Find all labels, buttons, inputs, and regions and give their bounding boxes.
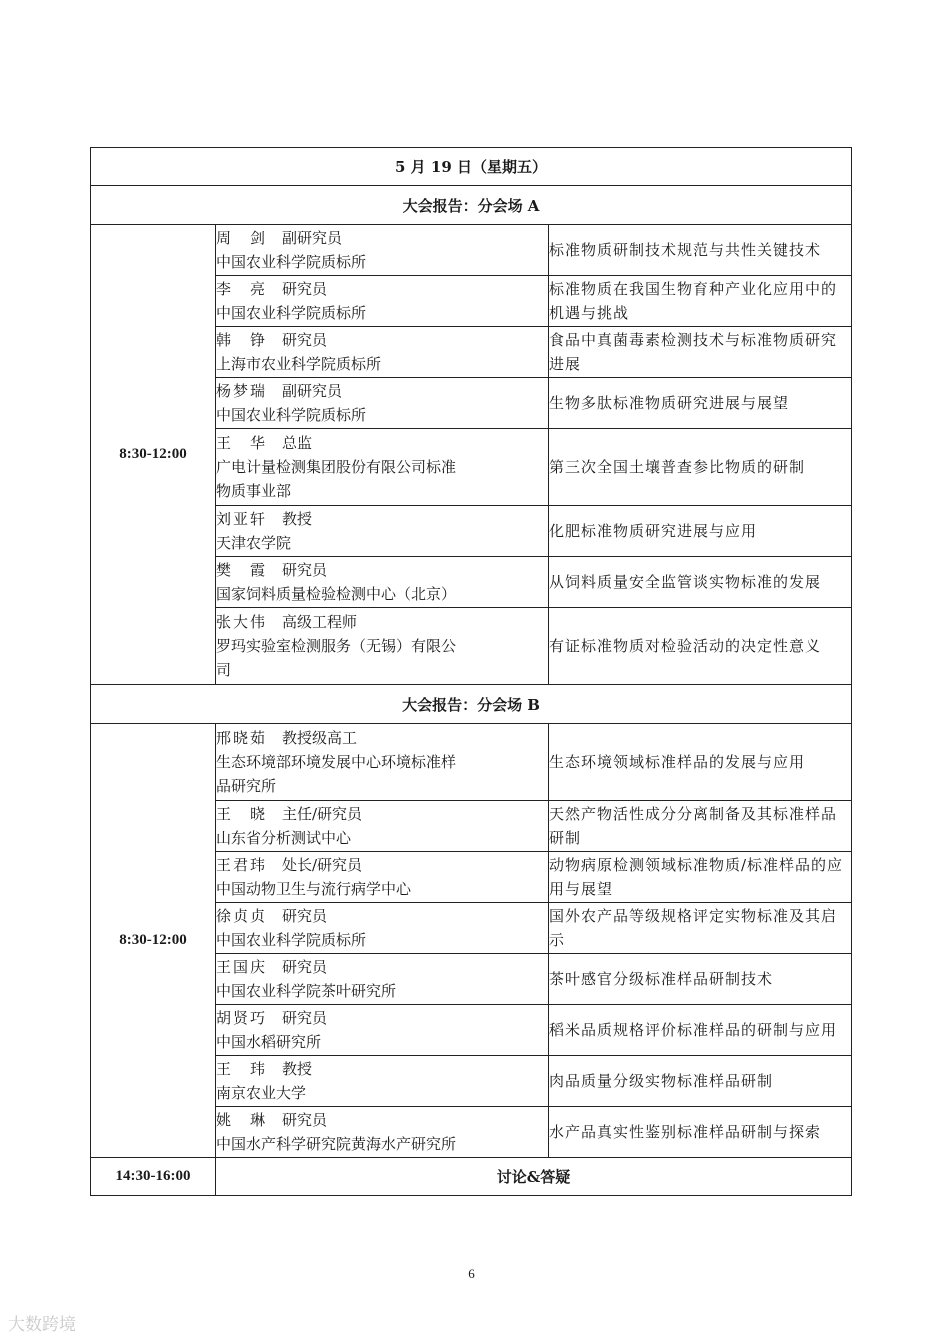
speaker-cell: [216, 724, 549, 801]
speaker-name: 姚 琳: [216, 1111, 268, 1129]
speaker-org: 中国农业科学院质标所: [216, 406, 367, 424]
speaker-org: 司: [216, 661, 232, 679]
session-a-time: 8:30-12:00: [91, 225, 216, 685]
speaker-org: 中国农业科学院茶叶研究所: [216, 982, 397, 1000]
talk-topic: [549, 1056, 852, 1107]
topic-text: 茶叶感官分级标准样品研制技术: [549, 970, 774, 988]
talk-topic: [549, 852, 852, 903]
speaker-name: 韩 铮: [216, 331, 268, 349]
speaker-position: 主任/研究员: [282, 805, 363, 823]
speaker-cell: [216, 557, 549, 608]
talk-topic: [549, 506, 852, 557]
speaker-name: 王君玮: [216, 856, 268, 874]
speaker-name: 张大伟: [216, 613, 268, 631]
speaker-org: 天津农学院: [216, 534, 292, 552]
session-a-title: 大会报告：分会场 A: [91, 186, 852, 225]
talk-topic: [549, 327, 852, 378]
speaker-line: [216, 1006, 548, 1030]
speaker-cell: [216, 954, 549, 1005]
speaker-line: [216, 955, 548, 979]
talk-topic: [549, 1107, 852, 1158]
speaker-cell: [216, 903, 549, 954]
page-number: 6: [468, 1266, 475, 1281]
speaker-org: 生态环境部环境发展中心环境标准样: [216, 753, 457, 771]
speaker-org: 中国农业科学院质标所: [216, 253, 367, 271]
speaker-position: 教授: [282, 510, 313, 528]
speaker-line: [216, 1057, 548, 1081]
speaker-position: 研究员: [282, 1009, 328, 1027]
topic-text: 化肥标准物质研究进展与应用: [549, 522, 758, 540]
date-heading: 5 月 19 日（星期五）: [91, 148, 852, 186]
speaker-position: 研究员: [282, 280, 328, 298]
speaker-position: 研究员: [282, 331, 328, 349]
speaker-name: 王 玮: [216, 1060, 268, 1078]
speaker-org: 上海市农业科学院质标所: [216, 355, 382, 373]
topic-text: 第三次全国土壤普查参比物质的研制: [549, 458, 806, 476]
speaker-line: [216, 802, 548, 826]
speaker-org: 品研究所: [216, 777, 277, 795]
speaker-name: 李 亮: [216, 280, 268, 298]
talk-row: [91, 225, 852, 276]
talk-topic: [549, 1005, 852, 1056]
speaker-name: 刘亚轩: [216, 510, 268, 528]
speaker-org: 中国动物卫生与流行病学中心: [216, 880, 412, 898]
topic-text: 有证标准物质对检验活动的决定性意义: [549, 637, 822, 655]
speaker-org: 广电计量检测集团股份有限公司标准: [216, 458, 457, 476]
speaker-line: [216, 431, 548, 455]
speaker-org: 南京农业大学: [216, 1084, 307, 1102]
speaker-name: 胡贤巧: [216, 1009, 268, 1027]
speaker-cell: [216, 852, 549, 903]
session-b-title: 大会报告：分会场 B: [91, 685, 852, 724]
topic-text: 标准物质研制技术规范与共性关键技术: [549, 241, 822, 259]
topic-text: 稻米品质规格评价标准样品的研制与应用: [549, 1021, 838, 1039]
speaker-line: [216, 507, 548, 531]
speaker-cell: [216, 801, 549, 852]
session-b-title-row: [91, 685, 852, 724]
speaker-cell: [216, 225, 549, 276]
talk-topic: [549, 801, 852, 852]
topic-text: 水产品真实性鉴别标准样品研制与探索: [549, 1123, 822, 1141]
talk-topic: [549, 276, 852, 327]
speaker-cell: [216, 506, 549, 557]
speaker-position: 总监: [282, 434, 313, 452]
speaker-cell: [216, 429, 549, 506]
topic-text: 生态环境领域标准样品的发展与应用: [549, 753, 806, 771]
speaker-name: 邢晓茹: [216, 729, 268, 747]
speaker-cell: [216, 1056, 549, 1107]
speaker-position: 副研究员: [282, 382, 343, 400]
topic-text: 肉品质量分级实物标准样品研制: [549, 1072, 774, 1090]
speaker-name: 樊 霞: [216, 561, 268, 579]
speaker-cell: [216, 1005, 549, 1056]
topic-text: 生物多肽标准物质研究进展与展望: [549, 394, 790, 412]
speaker-line: [216, 1108, 548, 1132]
speaker-position: 教授级高工: [282, 729, 358, 747]
schedule-table: [90, 147, 852, 1196]
speaker-position: 处长/研究员: [282, 856, 363, 874]
talk-topic: [549, 225, 852, 276]
discussion-time: 14:30-16:00: [91, 1158, 216, 1196]
discussion-label: 讨论&答疑: [216, 1158, 852, 1196]
talk-topic: [549, 378, 852, 429]
speaker-name: 周 剑: [216, 229, 268, 247]
speaker-position: 研究员: [282, 561, 328, 579]
talk-topic: [549, 903, 852, 954]
speaker-name: 徐贞贞: [216, 907, 268, 925]
speaker-cell: [216, 608, 549, 685]
talk-row: [91, 724, 852, 801]
speaker-org: 中国水稻研究所: [216, 1033, 322, 1051]
speaker-cell: [216, 276, 549, 327]
speaker-name: 王 华: [216, 434, 268, 452]
date-row: [91, 148, 852, 186]
speaker-org: 物质事业部: [216, 482, 292, 500]
topic-text: 动物病原检测领域标准物质/标准样品的应用与展望: [549, 856, 844, 898]
watermark: 大数跨境: [8, 1315, 76, 1335]
discussion-row: [91, 1158, 852, 1196]
speaker-org: 罗玛实验室检测服务（无锡）有限公: [216, 637, 457, 655]
speaker-line: [216, 328, 548, 352]
speaker-name: 王 晓: [216, 805, 268, 823]
speaker-cell: [216, 378, 549, 429]
topic-text: 食品中真菌毒素检测技术与标准物质研究进展: [549, 331, 838, 373]
talk-topic: [549, 557, 852, 608]
talk-topic: [549, 954, 852, 1005]
topic-text: 标准物质在我国生物育种产业化应用中的机遇与挑战: [549, 280, 838, 322]
speaker-org: 中国水产科学研究院黄海水产研究所: [216, 1135, 457, 1153]
speaker-org: 国家饲料质量检验检测中心（北京）: [216, 585, 457, 603]
speaker-cell: [216, 1107, 549, 1158]
topic-text: 从饲料质量安全监管谈实物标准的发展: [549, 573, 822, 591]
session-a-title-row: [91, 186, 852, 225]
speaker-position: 高级工程师: [282, 613, 358, 631]
session-b-time: 8:30-12:00: [91, 724, 216, 1158]
speaker-position: 研究员: [282, 958, 328, 976]
speaker-cell: [216, 327, 549, 378]
speaker-line: [216, 904, 548, 928]
speaker-position: 研究员: [282, 1111, 328, 1129]
speaker-org: 山东省分析测试中心: [216, 829, 352, 847]
speaker-line: [216, 379, 548, 403]
topic-text: 天然产物活性成分分离制备及其标准样品研制: [549, 805, 838, 847]
speaker-name: 王国庆: [216, 958, 268, 976]
talk-topic: [549, 429, 852, 506]
speaker-line: [216, 277, 548, 301]
speaker-position: 研究员: [282, 907, 328, 925]
speaker-line: [216, 558, 548, 582]
speaker-line: [216, 853, 548, 877]
talk-topic: [549, 724, 852, 801]
talk-topic: [549, 608, 852, 685]
speaker-org: 中国农业科学院质标所: [216, 304, 367, 322]
speaker-line: [216, 610, 548, 634]
speaker-line: [216, 226, 548, 250]
speaker-name: 杨梦瑞: [216, 382, 268, 400]
speaker-org: 中国农业科学院质标所: [216, 931, 367, 949]
speaker-line: [216, 726, 548, 750]
speaker-position: 教授: [282, 1060, 313, 1078]
topic-text: 国外农产品等级规格评定实物标准及其启示: [549, 907, 838, 949]
speaker-position: 副研究员: [282, 229, 343, 247]
